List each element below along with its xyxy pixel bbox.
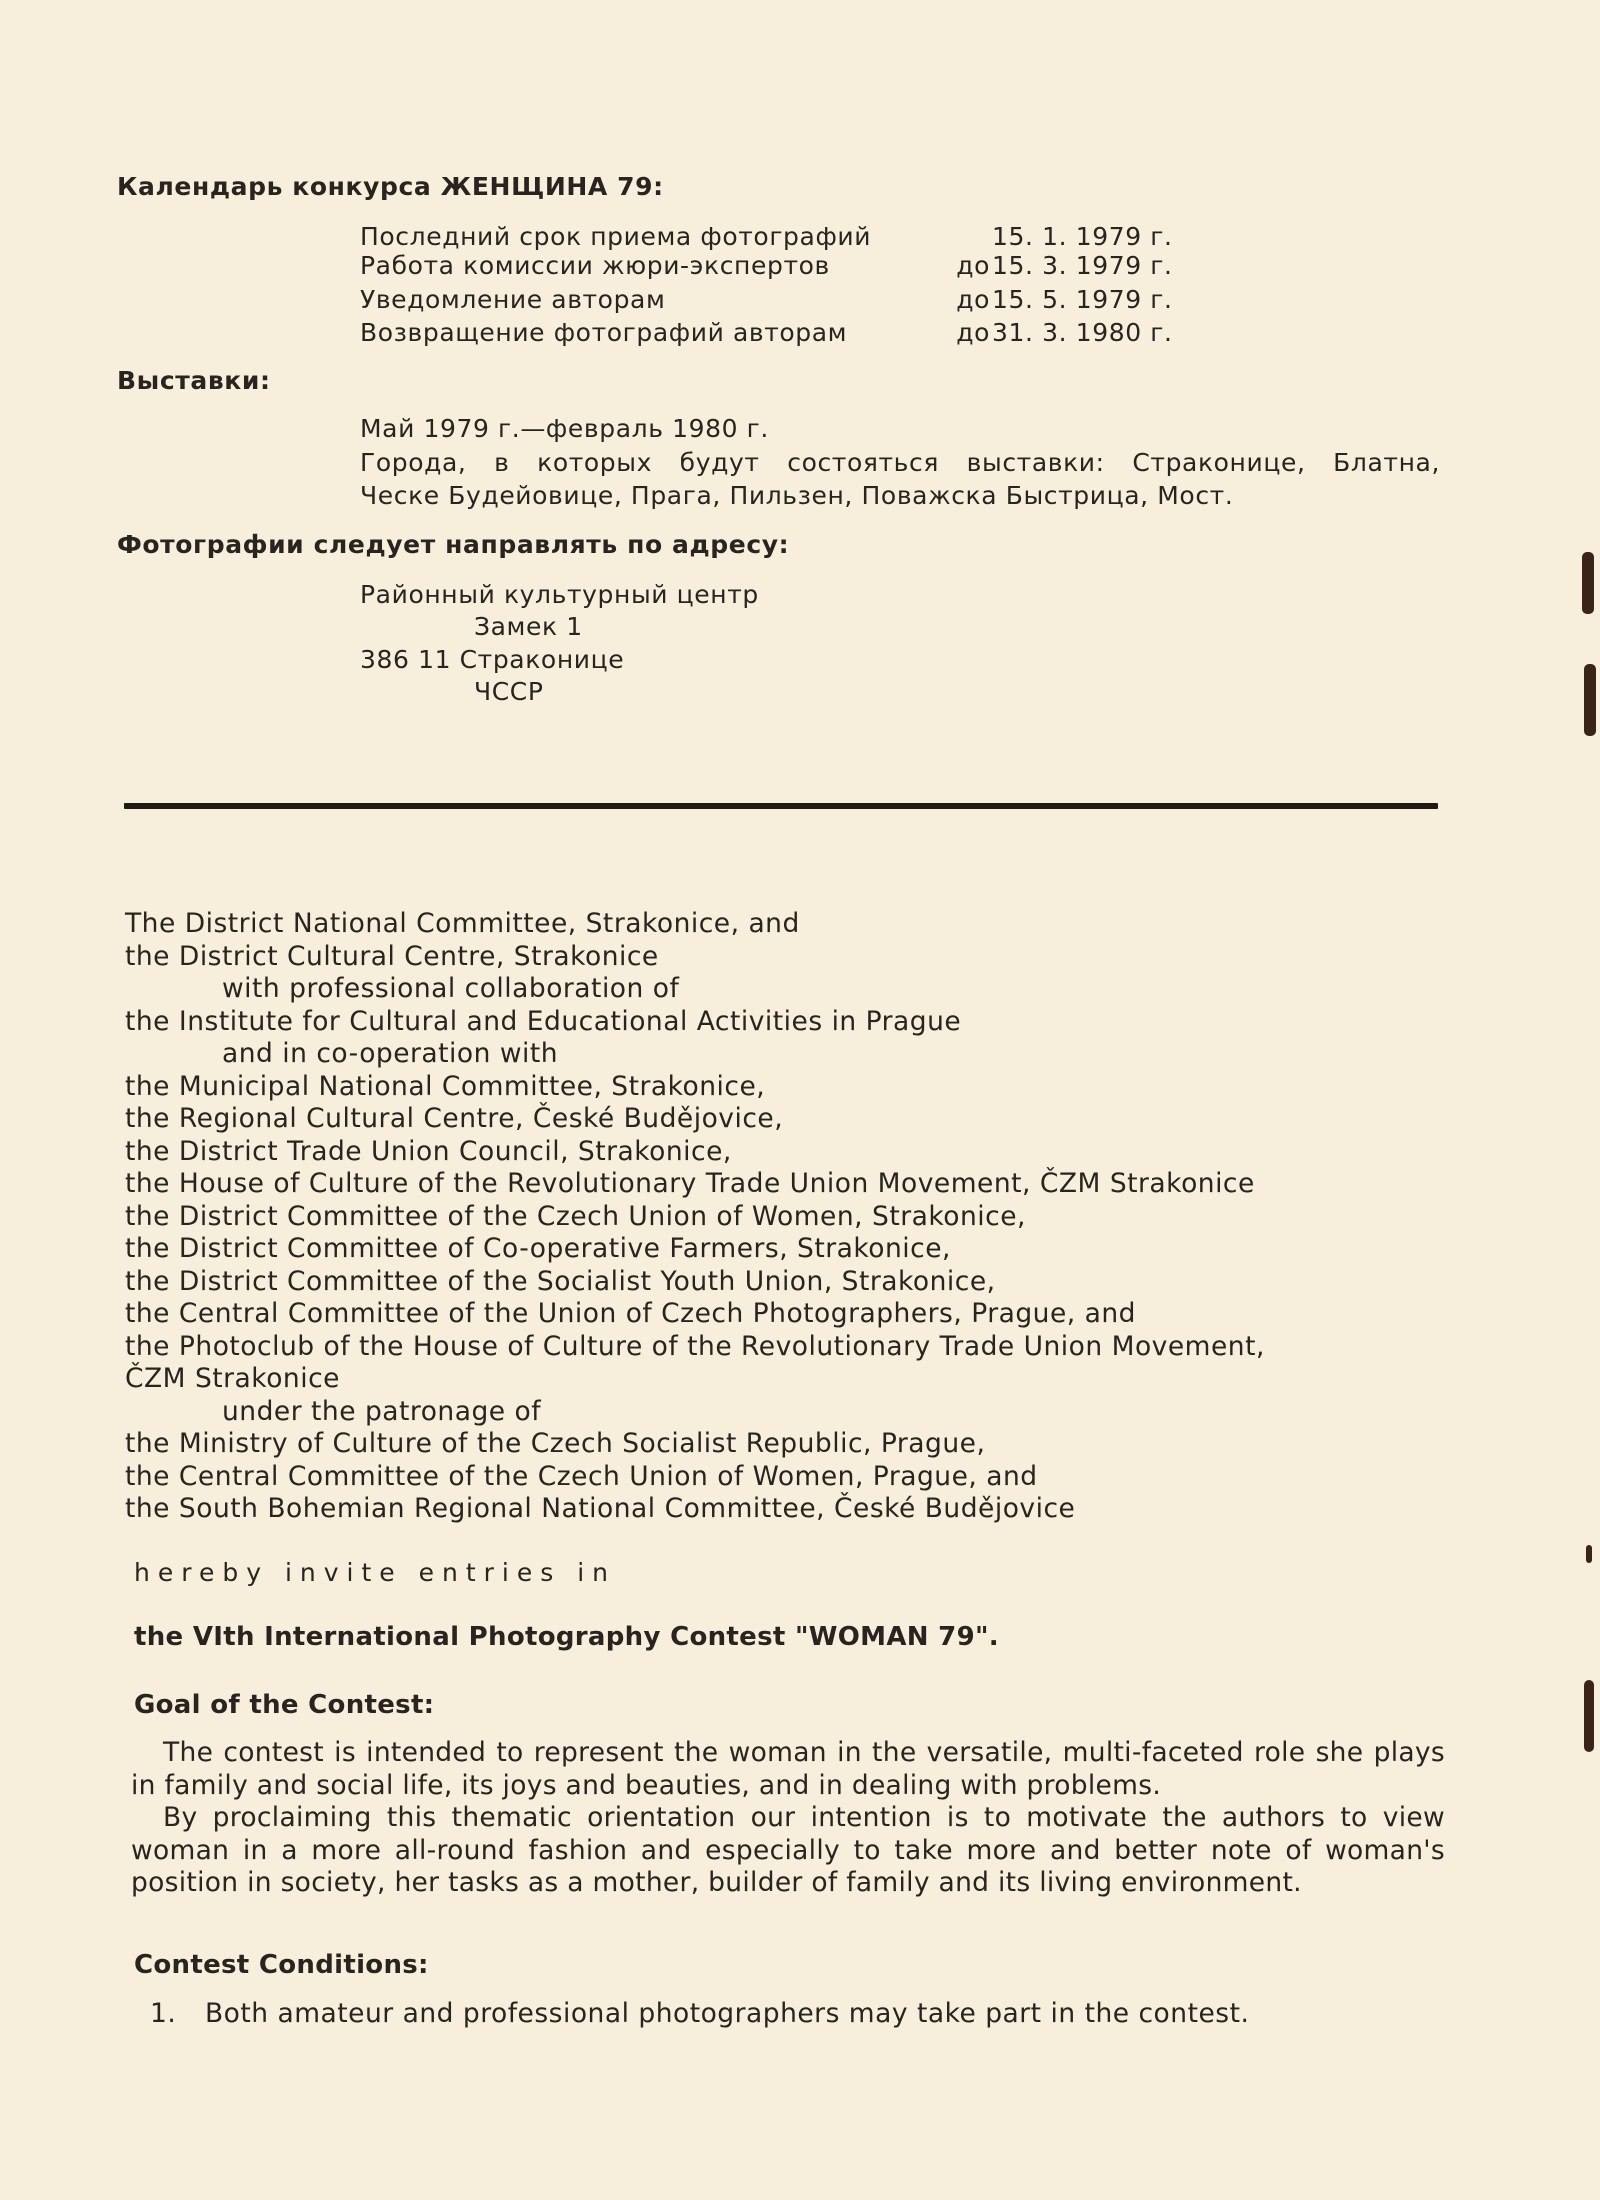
condition-text: Both amateur and professional photographers may take part in the contest. bbox=[205, 1998, 1250, 2029]
address-line: ЧССР bbox=[474, 677, 544, 706]
list-item: the Photoclub of the House of Culture of the Revolutionary Trade Union Movement, bbox=[125, 1330, 1265, 1362]
exhibitions-cities-line1: Города, в которых будут состояться выставки: Страконице, Блатна, bbox=[360, 448, 1440, 477]
list-item: the Central Committee of the Union of Czech Photographers, Prague, and bbox=[125, 1298, 1136, 1329]
goal-paragraph-2: By proclaiming this thematic orientation our intention is to motivate the authors to view woman in a more all-round fashion and especially to take more and better note of woman's position in society, her tasks as a mother, builder of family and its living environment. bbox=[131, 1802, 1445, 1898]
exhibitions-cities-line2: Ческе Будейовице, Прага, Пильзен, Поважска Быстрица, Мост. bbox=[360, 481, 1234, 510]
address-heading: Фотографии следует направлять по адресу: bbox=[117, 530, 790, 559]
list-item: the District Cultural Centre, Strakonice bbox=[125, 940, 659, 972]
list-item: the Regional Cultural Centre, České Budějovice, bbox=[125, 1103, 784, 1134]
list-item: the District Committee of Co-operative Farmers, Strakonice, bbox=[125, 1233, 951, 1264]
goal-paragraph bbox=[131, 1737, 1445, 1900]
exhibitions-heading: Выставки: bbox=[117, 366, 271, 395]
goal-paragraph-1: The contest is intended to represent the woman in the versatile, multi-faceted role she plays in family and social life, its joys and beauties, and in dealing with problems. bbox=[131, 1737, 1445, 1801]
contest-title: the VIth International Photography Contest "WOMAN 79". bbox=[134, 1622, 999, 1652]
list-item: ČZM Strakonice bbox=[125, 1363, 340, 1394]
scan-mark bbox=[1584, 1680, 1594, 1752]
list-item: under the patronage of bbox=[222, 1395, 542, 1427]
calendar-row bbox=[360, 285, 1200, 319]
list-item: the District Committee of the Czech Union of Women, Strakonice, bbox=[125, 1200, 1026, 1232]
calendar-row-label: Работа комиссии жюри-экспертов bbox=[360, 251, 830, 280]
list-item: the Municipal National Committee, Strakonice, bbox=[125, 1070, 766, 1102]
scan-mark bbox=[1586, 1545, 1592, 1563]
address-line: Районный культурный центр bbox=[360, 580, 759, 609]
calendar-row-date: 31. 3. 1980 г. bbox=[992, 318, 1173, 347]
list-item: the Institute for Cultural and Educational Activities in Prague bbox=[125, 1005, 962, 1037]
list-item: the Central Committee of the Czech Union of Women, Prague, and bbox=[125, 1460, 1038, 1492]
calendar-row-label: Уведомление авторам bbox=[360, 285, 666, 314]
calendar-row-prefix: до bbox=[956, 318, 990, 347]
list-item: the Ministry of Culture of the Czech Socialist Republic, Prague, bbox=[125, 1428, 986, 1459]
calendar-row-date: 15. 1. 1979 г. bbox=[992, 222, 1173, 251]
section-divider bbox=[124, 803, 1438, 809]
scan-mark bbox=[1584, 664, 1596, 736]
scan-mark bbox=[1582, 552, 1594, 614]
calendar-row bbox=[360, 251, 1200, 285]
calendar-row-prefix: до bbox=[956, 251, 990, 280]
calendar-row bbox=[360, 318, 1200, 352]
list-item: the District Trade Union Council, Strakonice, bbox=[125, 1135, 732, 1167]
calendar-row-label: Возвращение фотографий авторам bbox=[360, 318, 848, 347]
calendar-heading: Календарь конкурса ЖЕНЩИНА 79: bbox=[117, 172, 664, 201]
calendar-row-date: 15. 3. 1979 г. bbox=[992, 251, 1173, 280]
address-line: Замек 1 bbox=[474, 612, 583, 641]
list-item: and in co-operation with bbox=[222, 1038, 559, 1069]
calendar-row-label: Последний срок приема фотографий bbox=[360, 222, 872, 251]
list-item: the South Bohemian Regional National Committee, České Budějovice bbox=[125, 1493, 1076, 1524]
list-item: with professional collaboration of bbox=[222, 973, 680, 1004]
list-item: the District Committee of the Socialist Youth Union, Strakonice, bbox=[125, 1265, 996, 1297]
organizers-list bbox=[125, 908, 1265, 1526]
condition-number: 1. bbox=[150, 1998, 177, 2029]
calendar-row-date: 15. 5. 1979 г. bbox=[992, 285, 1173, 314]
invite-text: hereby invite entries in bbox=[134, 1558, 617, 1587]
conditions-heading: Contest Conditions: bbox=[134, 1950, 429, 1980]
list-item: the House of Culture of the Revolutionary Trade Union Movement, ČZM Strakonice bbox=[125, 1168, 1255, 1199]
calendar-row-prefix: до bbox=[956, 285, 990, 314]
list-item: The District National Committee, Strakonice, and bbox=[125, 908, 800, 939]
exhibitions-dates: Май 1979 г.—февраль 1980 г. bbox=[360, 414, 769, 443]
address-line: 386 11 Страконице bbox=[360, 645, 625, 674]
goal-heading: Goal of the Contest: bbox=[134, 1690, 435, 1720]
